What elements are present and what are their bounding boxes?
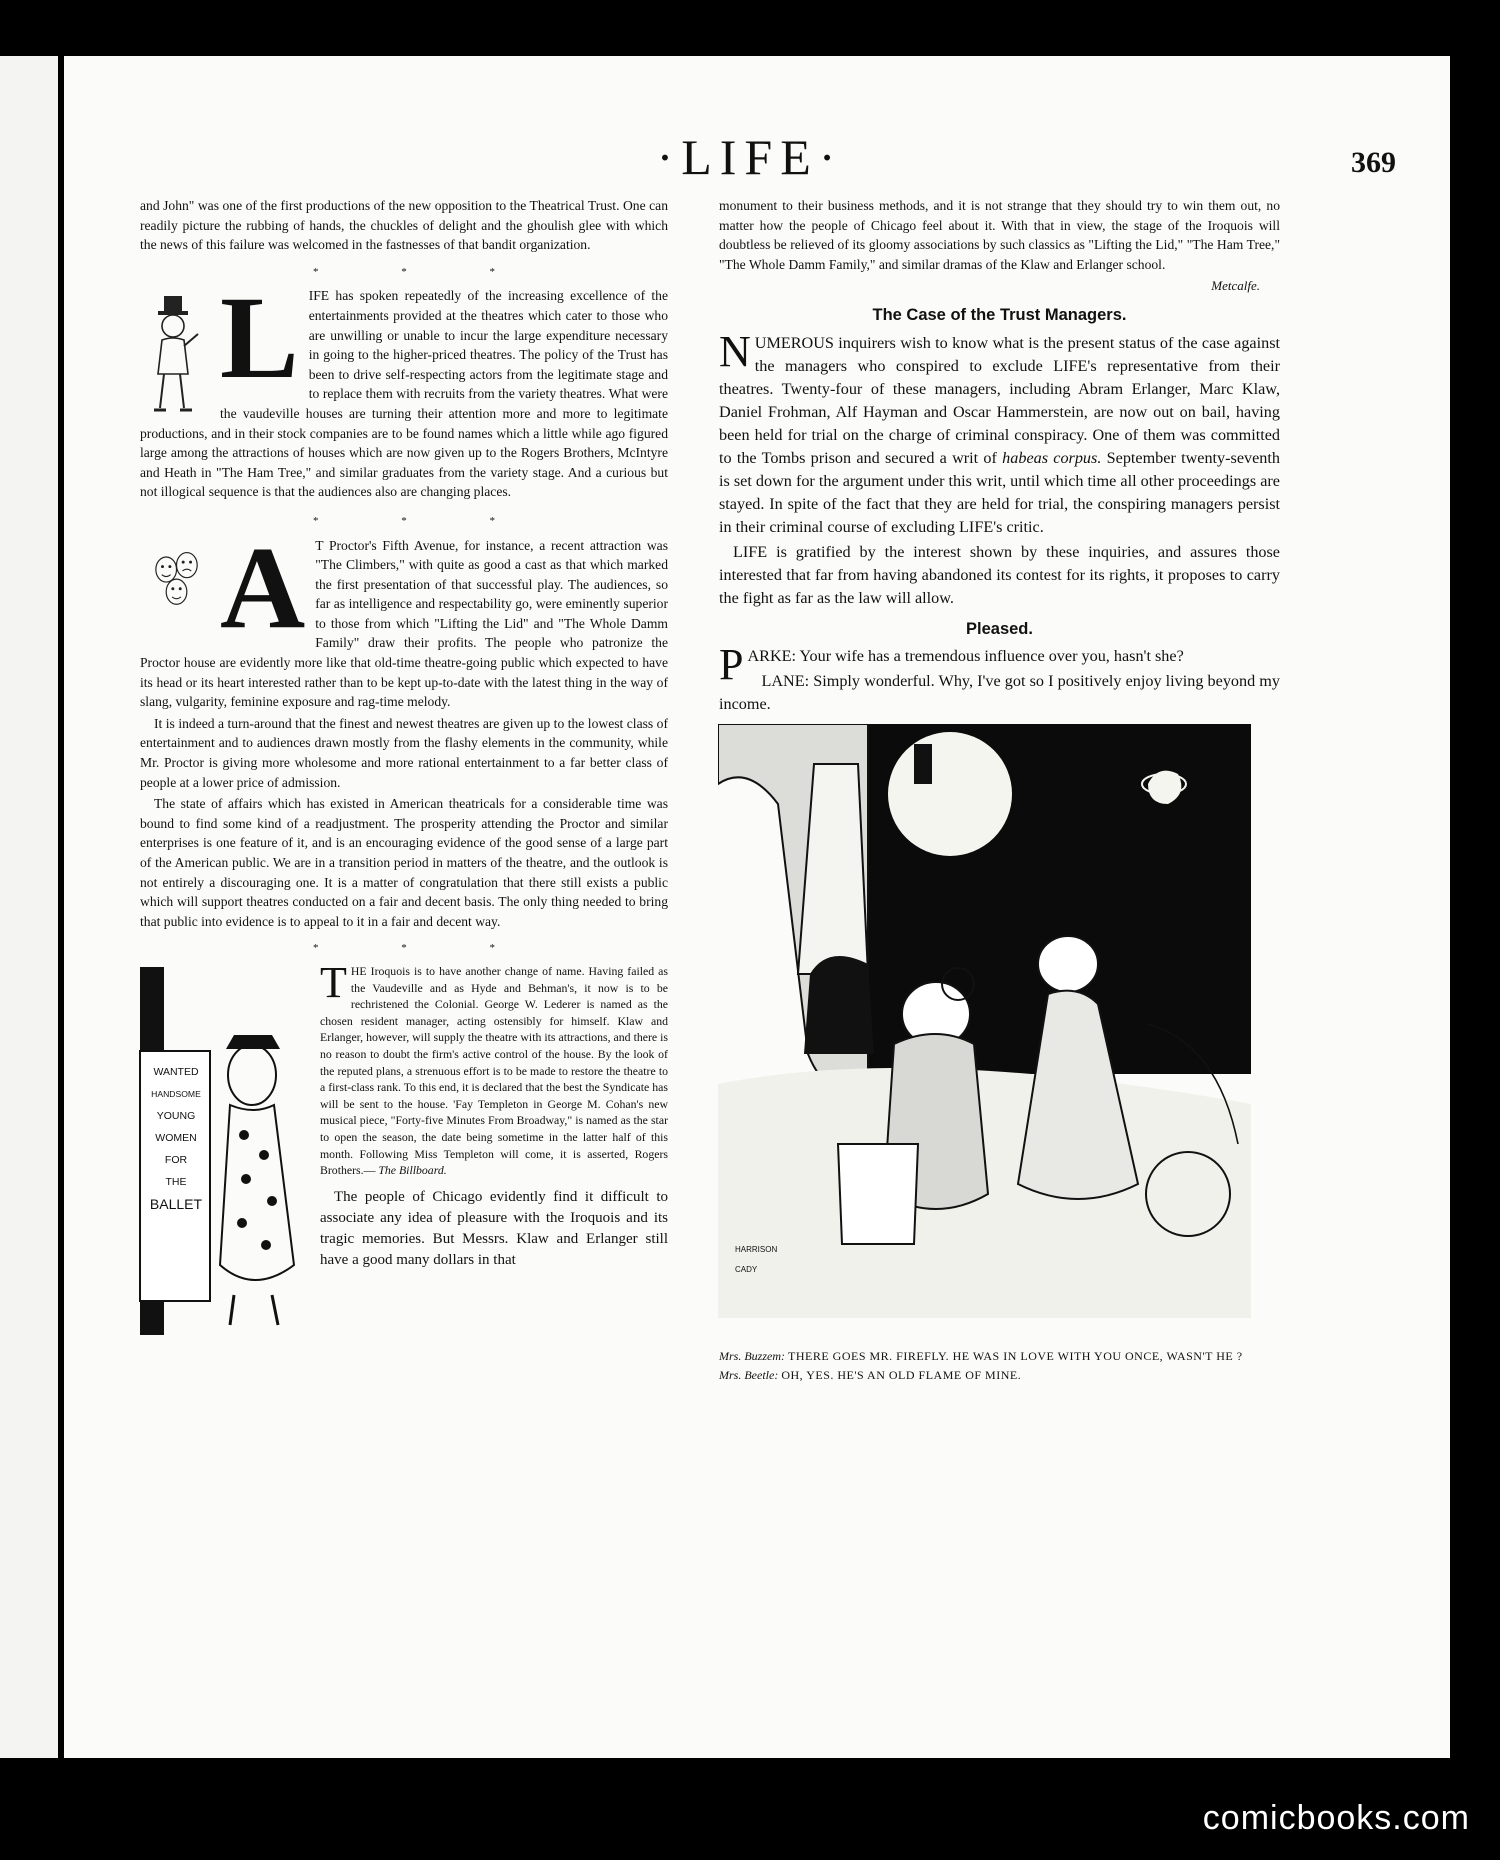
pleased-section	[719, 640, 1280, 716]
case-paragraph-2: LIFE is gratified by the interest shown by these inquiries, and assures those interested that far from having abandoned its contest for its rights, it proposes to carry the fight as far as the law will allow.	[719, 542, 1280, 607]
case-paragraph-1-end: September twenty-seventh is set down for the argument under this writ, until which time all other proceedings are stayed. In spite of the fact that they are held for trial, the conspiring managers persist in their criminal course of excluding LIFE's critic.	[719, 448, 1280, 536]
pleased-dropcap: P	[719, 640, 744, 690]
iroquois-section	[140, 963, 668, 1335]
facing-page-edge	[0, 56, 58, 1758]
case-dropcap: N	[719, 326, 751, 376]
ballet-sign-line: HANDSOME	[151, 1088, 201, 1099]
section-separator: * * *	[313, 942, 535, 955]
left-column	[140, 196, 668, 1335]
caption-line-1: THERE GOES MR. FIREFLY. HE WAS IN LOVE WITH YOU ONCE, WASN'T HE ?	[788, 1349, 1243, 1364]
proctor-paragraph: T Proctor's Fifth Avenue, for instance, a recent attraction was "The Climbers," with quite as good a cast as that which marked the first presentation of that successful play. The audiences, so far as intelligence and respectability go, were eminently superior to those from which "Lifting the Lid" and "The Whole Damm Family" draw their profits. The people who patronize the Proctor house are evidently more like that old-time theatre-going public which expected to have its head or its heart interested rather than to be kept up-to-date with the latest thing in the way of slang, vulgarity, feminine exposure and rag-time melody.	[140, 537, 668, 710]
right-column	[719, 196, 1280, 1385]
chicago-paragraph: The people of Chicago evidently find it difficult to associate any idea of pleasure with the Iroquois and its tragic memories. But Messrs. Klaw and Erlanger still have a good many dollars in that	[320, 1188, 668, 1268]
firefly-cartoon	[718, 724, 1251, 1318]
page-number: 369	[1351, 146, 1396, 179]
ballet-sign-line: WANTED	[153, 1065, 199, 1078]
section-separator: * * *	[313, 514, 535, 527]
running-head: ·LIFE·	[656, 129, 844, 185]
opening-paragraph: and John" was one of the first productions of the new opposition to the Theatrical Trust. One can readily picture the rubbing of hands, the chuckles of delight and the ghoulish glee with which the news of this failure was welcomed in the fastnesses of that bandit organization.	[140, 198, 668, 253]
cartoon-caption	[719, 1347, 1280, 1385]
author-signature: Metcalfe.	[1211, 278, 1260, 294]
life-section	[140, 286, 668, 504]
iroquois-dropcap: T	[320, 962, 347, 1007]
ballet-sign-line: BALLET	[149, 1195, 203, 1212]
section-separator: * * *	[313, 265, 535, 278]
ballet-sign-line: YOUNG	[156, 1109, 196, 1122]
ballet-sign-line: WOMEN	[155, 1131, 197, 1144]
life-paragraph: IFE has spoken repeatedly of the increasing excellence of the entertainments provided at the theatres which cater to those who are unwilling or unable to incur the large expenditure necessary in going to the higher-priced theatres. The policy of the Trust has been to drive self-respecting actors from the legitimate stage and to replace them with recruits from the variety theatres. What were the vaudeville houses are turning their attention more and more to legitimate productions, and in their stock companies are to be found names which a little while ago figured large among the attractions of houses which are now given up to the Rogers Brothers, McIntyre and Heath in "The Ham Tree," and similar graduates from the variety stage. And a curious but not illogical sequence is that the audiences also are changing places.	[140, 288, 668, 500]
habeas-corpus: habeas corpus.	[1002, 448, 1102, 467]
cartoon-signature: HARRISON CADY	[735, 1245, 778, 1274]
case-heading: The Case of the Trust Managers.	[872, 305, 1127, 324]
case-paragraph-1: UMEROUS inquirers wish to know what is the present status of the case against the managers who conspired to exclude LIFE's representative from their theatres. Twenty-four of these managers, including Abram Erlanger, Marc Klaw, Daniel Frohman, Alf Hayman and Oscar Hammerstein, are now out on bail, having been held for trial on the charge of criminal conspiracy. One of them was committed to the Tombs prison and secured a writ of	[719, 333, 1280, 467]
caption-line-2: OH, YES. HE'S AN OLD FLAME OF MINE.	[781, 1368, 1022, 1383]
continuation-paragraph: monument to their business methods, and it is not strange that they should try to win them out, no matter how the people of Chicago feel about it. With that in view, the stage of the Iroquois will doubtless be relieved of its gloomy associations by such classics as "Lifting the Lid," "The Ham Tree," "The Whole Damm Family," and similar dramas of the Klaw and Erlanger school.	[719, 198, 1280, 272]
ballet-advertisement-illustration	[140, 965, 312, 1335]
ballet-sign-line: THE	[165, 1175, 187, 1188]
pleased-line-1: ARKE: Your wife has a tremendous influence over you, hasn't she?	[747, 647, 1184, 666]
pleased-heading: Pleased.	[966, 619, 1033, 638]
iroquois-source: The Billboard.	[378, 1163, 447, 1178]
pleased-line-2: LANE: Simply wonderful. Why, I've got so I positively enjoy living beyond my income.	[719, 672, 1280, 714]
gentleman-with-top-hat-illustration	[140, 290, 216, 420]
caption-speaker-2: Mrs. Beetle:	[719, 1368, 779, 1383]
caption-speaker-1: Mrs. Buzzem:	[719, 1349, 785, 1364]
iroquois-paragraph: HE Iroquois is to have another change of name. Having failed as the Vaudeville and as Hyde and Behman's, it now is to be rechristened the Colonial. George W. Lederer is named as the chosen resident manager, acting ostensibly for himself. Klaw and Erlanger, however, will supply the theatre with its attractions, and there is no reason to doubt the firm's active control of the house. By the look of the reputed plans, a strenuous effort is to be made to restore the theatre to a first-class rank. To this end, it is declared that the best the Syndicate has will be sent to the house. 'Fay Templeton in George M. Cohan's new musical piece, "Forty-five Minutes From Broadway," is named as the star to open the season, the date being sometime in the latter half of this month. Following Miss Templeton will come, it is asserted, Rogers Brothers.—	[320, 963, 668, 1178]
state-of-affairs-paragraph: The state of affairs which has existed in American theatricals for a considerable time was bound to find some kind of a readjustment. The prosperity attending the Proctor and similar enterprises is one feature of it, and is an encouraging evidence of the good sense of a large part of the American public. We are in a transition period in matters of the theatre, and the outlook is not entirely a discouraging one. It is a matter of congratulation that there still exists a public which will support theatres conducted on a fair and decent basis. The only thing needed to bring that public into evidence is to appeal to it in a fair and decent way.	[140, 796, 668, 929]
proctor-section	[140, 536, 668, 714]
life-dropcap: L	[220, 286, 299, 404]
proctor-dropcap: A	[220, 535, 306, 653]
turnaround-paragraph: It is indeed a turn-around that the finest and newest theatres are given up to the lowest class of entertainment and to audiences drawn mostly from the flashy elements in the community, while Mr. Proctor is giving more wholesome and more rational entertainment to a far better class of people at a lower price of admission.	[140, 715, 668, 790]
site-watermark: comicbooks.com	[1202, 1799, 1470, 1837]
ballet-sign-line: FOR	[164, 1153, 188, 1166]
theatre-masks-illustration	[140, 540, 216, 636]
case-section	[719, 326, 1280, 610]
